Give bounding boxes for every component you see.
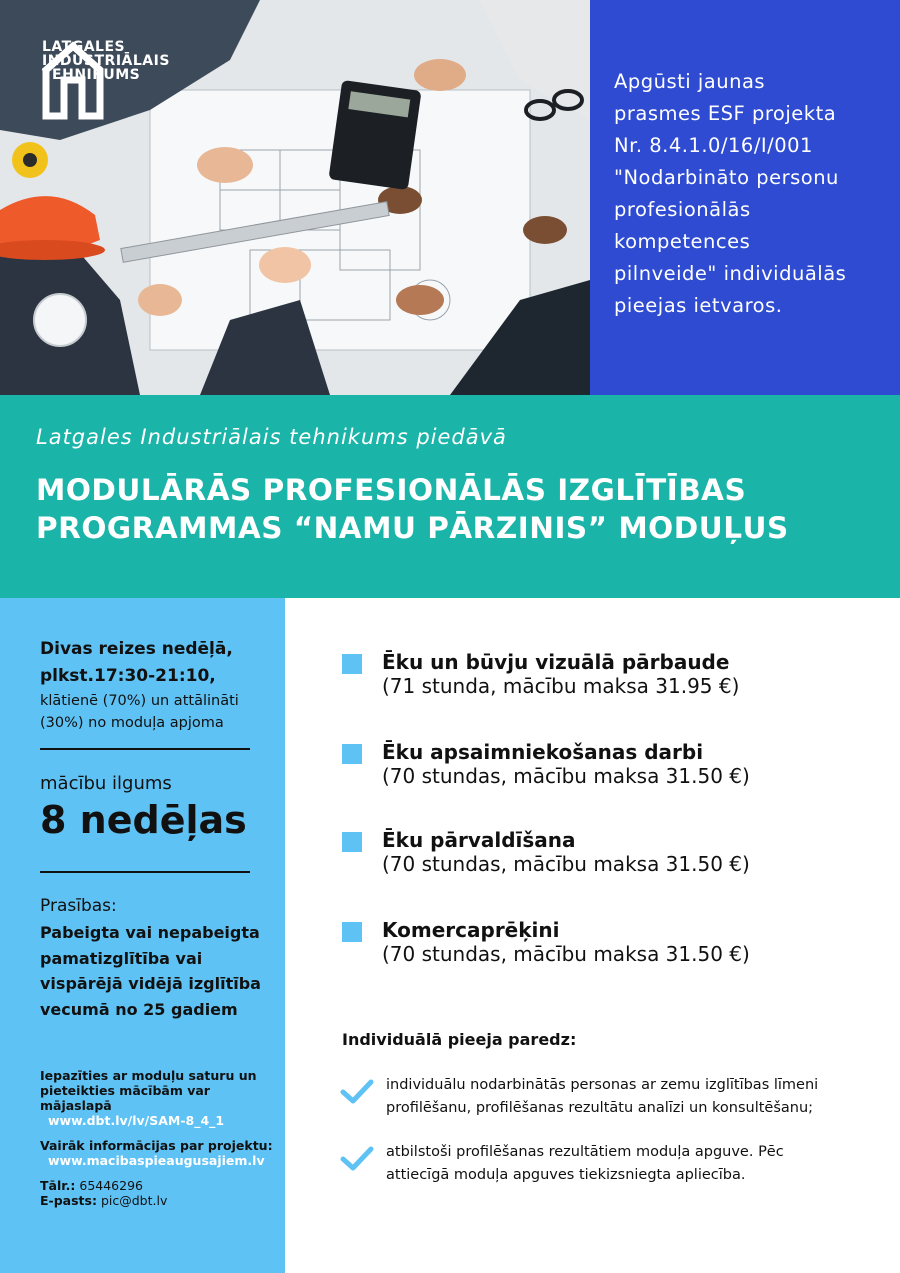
individual-item-line: attiecīgā moduļa apguves tiekizsniegta apliecība. xyxy=(386,1167,746,1183)
square-bullet-icon xyxy=(342,922,362,942)
logo-line-3: TEHNIKUMS xyxy=(42,67,141,83)
title-banner xyxy=(0,395,900,598)
project-info-link[interactable]: www.macibaspieaugusajiem.lv xyxy=(48,1153,265,1168)
module-title: Komercaprēķini xyxy=(382,918,560,942)
individual-heading: Individuālā pieeja paredz: xyxy=(342,1030,577,1049)
phone-number[interactable]: 65446296 xyxy=(79,1178,143,1193)
phone-row xyxy=(40,1178,280,1193)
contact-info xyxy=(40,1068,280,1208)
schedule-line-3: klātienē (70%) un attālināti xyxy=(40,693,239,709)
module-info-link[interactable]: www.dbt.lv/lv/SAM-8_4_1 xyxy=(48,1113,225,1128)
project-line: "Nodarbināto personu xyxy=(614,166,839,189)
logo-line-1: LATGALES xyxy=(42,39,126,55)
project-line: profesionālās xyxy=(614,198,751,221)
module-title: Ēku pārvaldīšana xyxy=(382,828,576,852)
duration-value: 8 nedēļas xyxy=(40,798,247,842)
requirements-line: vecumā no 25 gadiem xyxy=(40,999,238,1019)
checkmark-icon xyxy=(340,1078,374,1106)
more-info-label: Vairāk informācijas par projektu: xyxy=(40,1138,273,1153)
email-address[interactable]: pic@dbt.lv xyxy=(100,1193,168,1208)
logo xyxy=(42,40,170,82)
project-line: Nr. 8.4.1.0/16/I/001 xyxy=(614,134,813,157)
individual-item-text xyxy=(386,1074,856,1120)
banner-subtitle: Latgales Industriālais tehnikums piedāvā xyxy=(36,425,507,449)
divider xyxy=(40,871,250,873)
banner-title xyxy=(36,471,789,547)
logo-line-2: INDUSTRIĀLAIS xyxy=(42,53,170,69)
module-detail: (71 stunda, mācību maksa 31.95 €) xyxy=(382,674,740,698)
project-line: Apgūsti jaunas xyxy=(614,70,766,93)
requirements-line: pamatizglītība vai xyxy=(40,948,203,968)
square-bullet-icon xyxy=(342,744,362,764)
module-title: Ēku apsaimniekošanas darbi xyxy=(382,740,704,764)
individual-item-line: atbilstoši profilēšanas rezultātiem moduļa apguve. Pēc xyxy=(386,1144,784,1160)
house-logo-icon xyxy=(42,40,104,120)
schedule-line-1: Divas reizes nedēļā, xyxy=(40,639,233,659)
square-bullet-icon xyxy=(342,654,362,674)
schedule-line-2: plkst.17:30-21:10, xyxy=(40,666,216,686)
banner-title-line-1: MODULĀRĀS PROFESIONĀLĀS IZGLĪTĪBAS xyxy=(36,473,747,507)
project-info-text xyxy=(614,66,884,322)
project-line: prasmes ESF projekta xyxy=(614,102,837,125)
individual-item-line: individuālu nodarbinātās personas ar zemu izglītības līmeni xyxy=(386,1077,819,1093)
project-info-box xyxy=(590,0,900,395)
module-detail: (70 stundas, mācību maksa 31.50 €) xyxy=(382,942,750,966)
left-info-column xyxy=(0,598,285,1273)
requirements-label: Prasības: xyxy=(40,896,117,916)
duration-label: mācību ilgums xyxy=(40,773,172,794)
email-label: E-pasts: xyxy=(40,1193,97,1208)
email-row xyxy=(40,1193,280,1208)
project-line: pieejas ietvaros. xyxy=(614,294,783,317)
project-line: pilnveide" individuālās xyxy=(614,262,847,285)
info-line-1: Iepazīties ar moduļu saturu un xyxy=(40,1068,257,1083)
requirements xyxy=(40,920,280,1022)
project-line: kompetences xyxy=(614,230,751,253)
schedule-line-4: (30%) no moduļa apjoma xyxy=(40,715,224,731)
schedule xyxy=(40,636,280,734)
banner-title-line-2: PROGRAMMAS “NAMU PĀRZINIS” MODUĻUS xyxy=(36,511,789,545)
requirements-line: Pabeigta vai nepabeigta xyxy=(40,923,260,942)
individual-item-text xyxy=(386,1141,856,1187)
phone-label: Tālr.: xyxy=(40,1178,76,1193)
module-detail: (70 stundas, mācību maksa 31.50 €) xyxy=(382,852,750,876)
header-photo xyxy=(0,0,590,395)
info-line-2: pieteikties mācībām var mājaslapā xyxy=(40,1083,210,1113)
requirements-line: vispārējā vidējā izglītība xyxy=(40,974,261,993)
individual-item-line: profilēšanu, profilēšanas rezultātu analīzi un konsultēšanu; xyxy=(386,1100,814,1116)
module-detail: (70 stundas, mācību maksa 31.50 €) xyxy=(382,764,750,788)
square-bullet-icon xyxy=(342,832,362,852)
divider xyxy=(40,748,250,750)
checkmark-icon xyxy=(340,1145,374,1173)
module-title: Ēku un būvju vizuālā pārbaude xyxy=(382,650,730,674)
